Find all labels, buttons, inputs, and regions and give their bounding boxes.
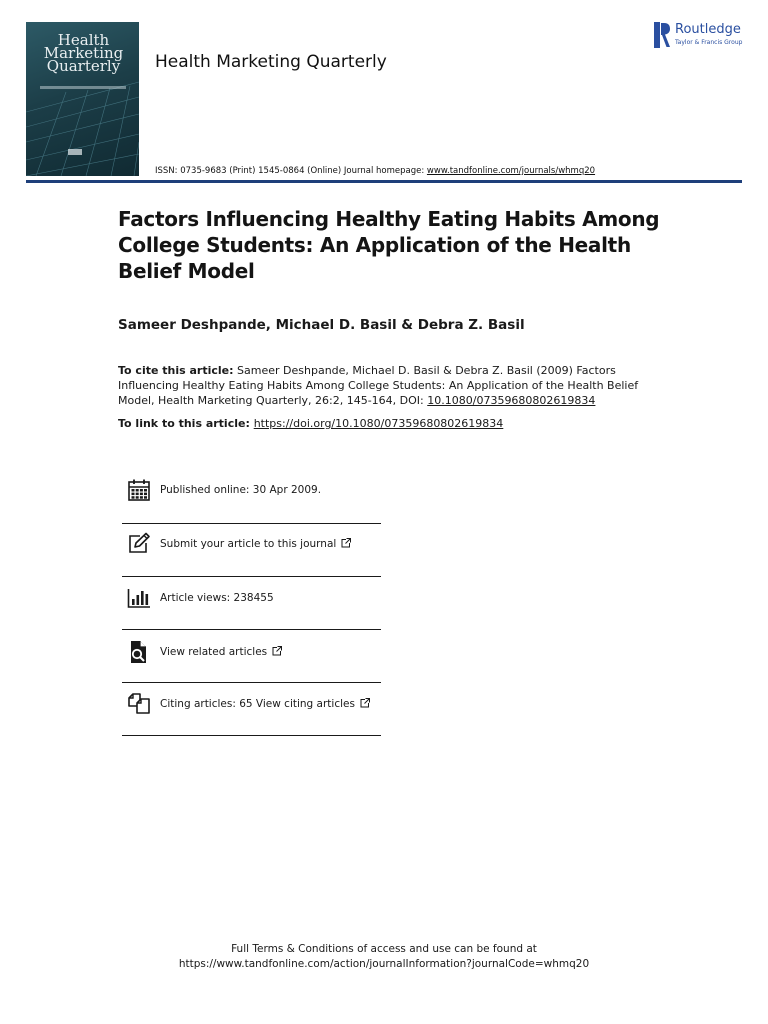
- external-link-icon: [360, 698, 370, 708]
- info-divider: [122, 629, 381, 630]
- info-divider: [122, 682, 381, 683]
- header-divider: [26, 180, 742, 183]
- link-label: To link to this article:: [118, 417, 254, 430]
- publisher-logo[interactable]: [654, 22, 748, 52]
- citing-articles-item[interactable]: [122, 692, 381, 732]
- submit-article-label: Submit your article to this journal: [160, 538, 337, 550]
- cover-title-line: Marketing: [43, 44, 124, 62]
- cover-subtitle-bar: [40, 86, 126, 89]
- journal-name: Health Marketing Quarterly: [155, 52, 387, 72]
- cover-publisher-mark: [68, 149, 82, 155]
- cover-title: [36, 31, 131, 75]
- calendar-icon: [127, 478, 151, 502]
- related-articles-label: View related articles: [160, 646, 268, 658]
- publisher-subtitle: Taylor & Francis Group: [675, 39, 743, 46]
- info-divider: [122, 735, 381, 736]
- article-views-item: [122, 586, 381, 626]
- cite-doi-link[interactable]: 10.1080/07359680802619834: [427, 394, 596, 407]
- journal-homepage-link[interactable]: www.tandfonline.com/journals/whmq20: [426, 166, 596, 176]
- published-online-label: Published online: 30 Apr 2009.: [160, 484, 322, 496]
- issn-line: [155, 166, 595, 176]
- article-doi-link[interactable]: https://doi.org/10.1080/07359680802619834: [253, 417, 504, 430]
- info-divider: [122, 576, 381, 577]
- published-online-item: [122, 478, 381, 518]
- terms-footer: [0, 942, 768, 972]
- article-title: Factors Influencing Healthy Eating Habits Among College Students: An Application of the Health Belief Model: [118, 207, 660, 283]
- cover-title-line: Quarterly: [46, 57, 121, 75]
- journal-cover: [26, 22, 139, 176]
- search-document-icon: [127, 640, 151, 664]
- submit-article-link[interactable]: [160, 538, 351, 550]
- edit-icon: [127, 532, 151, 556]
- issn-text: ISSN: 0735-9683 (Print) 1545-0864 (Online) Journal homepage:: [155, 166, 427, 176]
- info-divider: [122, 523, 381, 524]
- submit-article-item[interactable]: [122, 532, 381, 572]
- citing-articles-link[interactable]: [160, 698, 370, 710]
- cite-label: To cite this article:: [118, 364, 234, 377]
- article-link-block: [118, 417, 503, 430]
- routledge-logo-icon: [654, 22, 670, 48]
- terms-line: Full Terms & Conditions of access and use can be found at: [231, 943, 537, 955]
- terms-url[interactable]: https://www.tandfonline.com/action/journalInformation?journalCode=whmq20: [178, 958, 590, 970]
- external-link-icon: [272, 646, 282, 656]
- cover-title-line: Health: [57, 31, 110, 49]
- external-link-icon: [341, 538, 351, 548]
- related-articles-link[interactable]: [160, 646, 282, 658]
- citing-articles-label: Citing articles: 65 View citing articles: [160, 698, 355, 710]
- cite-text: Sameer Deshpande, Michael D. Basil & Debra Z. Basil (2009) Factors Influencing Healthy Eating Habits Among College Students: An Application of the Health Belief Model, Health Marketing Quarterly, 26:2, 145-164, DOI:: [118, 364, 639, 407]
- bar-chart-icon: [127, 586, 151, 610]
- related-articles-item[interactable]: [122, 640, 381, 680]
- citing-articles-icon: [127, 692, 151, 716]
- citation-block: [118, 363, 658, 408]
- publisher-name: Routledge: [675, 22, 741, 37]
- article-authors: Sameer Deshpande, Michael D. Basil & Debra Z. Basil: [118, 317, 525, 333]
- article-views-label: Article views: 238455: [160, 592, 274, 604]
